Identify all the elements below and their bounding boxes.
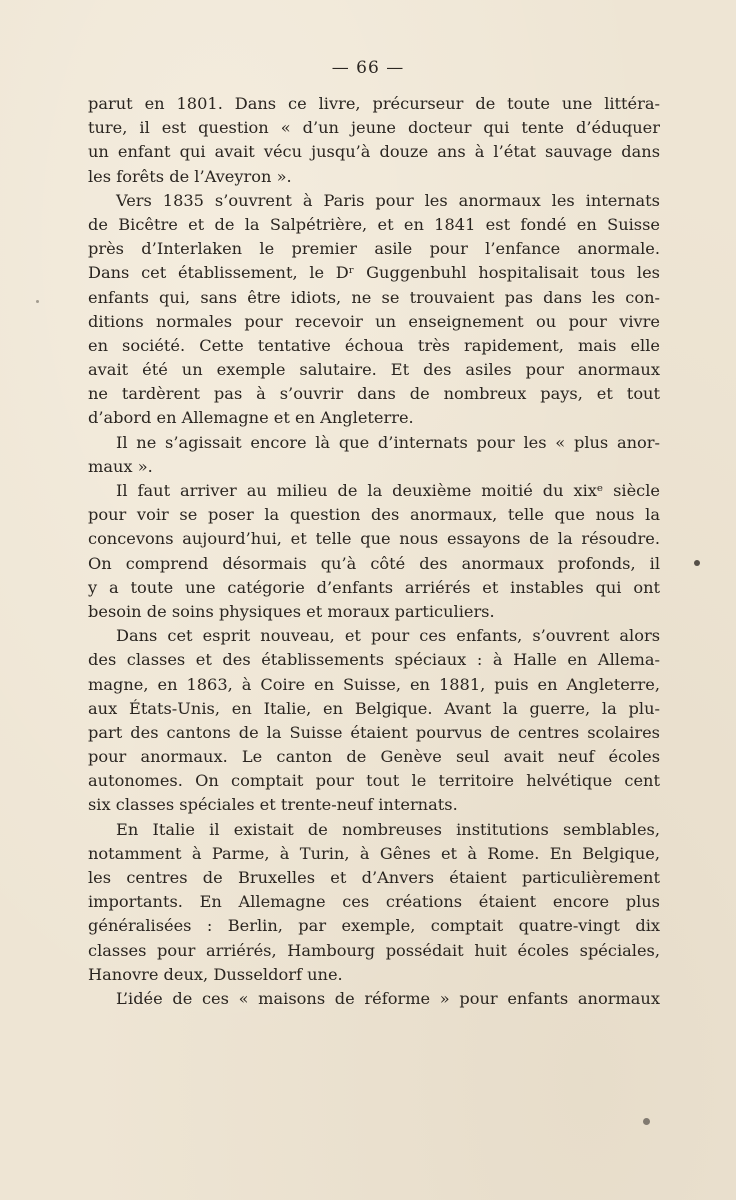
text-line: de Bicêtre et de la Salpétrière, et en 1841 est fondé en Suisse bbox=[88, 214, 660, 234]
text-line: Hanovre deux, Dusseldorf une. bbox=[88, 964, 343, 984]
text-line: d’abord en Allemagne et en Angleterre. bbox=[88, 408, 414, 428]
text-line: aux États-Unis, en Italie, en Belgique. Avant la guerre, la plu- bbox=[88, 698, 660, 718]
text-line: Dans cet esprit nouveau, et pour ces enfants, s’ouvrent alors bbox=[116, 626, 660, 646]
text-line: ditions normales pour recevoir un enseignement ou pour vivre bbox=[88, 311, 660, 331]
text-line: parut en 1801. Dans ce livre, précurseur de toute une littéra- bbox=[88, 94, 660, 113]
text-line: ne tardèrent pas à s’ouvrir dans de nombreux pays, et tout bbox=[88, 384, 660, 404]
text-line: concevons aujourd’hui, et telle que nous essayons de la résoudre. bbox=[88, 529, 660, 549]
text-line: enfants qui, sans être idiots, ne se trouvaient pas dans les con- bbox=[88, 287, 660, 307]
text-line: importants. En Allemagne ces créations étaient encore plus bbox=[88, 892, 660, 912]
paper-speck bbox=[694, 560, 700, 566]
text-line: maux ». bbox=[88, 456, 153, 476]
text-line: des classes et des établissements spéciaux : à Halle en Allema- bbox=[88, 650, 660, 670]
text-line: Il faut arriver au milieu de la deuxième moitié du xixᵉ siècle bbox=[116, 481, 660, 500]
text-line: notamment à Parme, à Turin, à Gênes et à Rome. En Belgique, bbox=[88, 843, 660, 863]
text-line: Vers 1835 s’ouvrent à Paris pour les anormaux les internats bbox=[116, 190, 660, 210]
body-text bbox=[88, 92, 660, 1011]
text-line: classes pour arriérés, Hambourg possédait huit écoles spéciales, bbox=[88, 940, 660, 960]
text-line: six classes spéciales et trente-neuf internats. bbox=[88, 795, 458, 815]
text-line: un enfant qui avait vécu jusqu’à douze ans à l’état sauvage dans bbox=[88, 142, 660, 162]
text-line: Il ne s’agissait encore là que d’internats pour les « plus anor- bbox=[116, 432, 660, 452]
page-number: — 66 — bbox=[331, 58, 405, 78]
paper-speck bbox=[36, 300, 39, 303]
text-line: On comprend désormais qu’à côté des anormaux profonds, il bbox=[88, 553, 660, 573]
text-line: pour voir se poser la question des anormaux, telle que nous la bbox=[88, 505, 660, 525]
text-line: pour anormaux. Le canton de Genève seul avait neuf écoles bbox=[88, 747, 660, 767]
text-line: avait été un exemple salutaire. Et des asiles pour anormaux bbox=[88, 360, 660, 380]
text-line: près d’Interlaken le premier asile pour l’enfance anormale. bbox=[88, 239, 660, 259]
text-line: besoin de soins physiques et moraux particuliers. bbox=[88, 601, 495, 621]
paper-speck bbox=[643, 1118, 650, 1125]
text-line: en société. Cette tentative échoua très rapidement, mais elle bbox=[88, 335, 660, 355]
text-line: En Italie il existait de nombreuses institutions semblables, bbox=[116, 819, 660, 839]
text-line: part des cantons de la Suisse étaient pourvus de centres scolaires bbox=[88, 722, 660, 742]
text-line: y a toute une catégorie d’enfants arriérés et instables qui ont bbox=[88, 577, 660, 597]
text-line: L’idée de ces « maisons de réforme » pour enfants anormaux bbox=[116, 988, 660, 1008]
text-line: les centres de Bruxelles et d’Anvers étaient particulièrement bbox=[88, 868, 660, 887]
text-line: les forêts de l’Aveyron ». bbox=[88, 166, 292, 186]
text-line: généralisées : Berlin, par exemple, comptait quatre-vingt dix bbox=[88, 916, 660, 936]
text-line: autonomes. On comptait pour tout le territoire helvétique cent bbox=[88, 771, 660, 791]
text-line: ture, il est question « d’un jeune docteur qui tente d’éduquer bbox=[88, 118, 660, 138]
text-line: Dans cet établissement, le Dʳ Guggenbuhl hospitalisait tous les bbox=[88, 263, 660, 283]
text-line: magne, en 1863, à Coire en Suisse, en 1881, puis en Angleterre, bbox=[88, 674, 660, 694]
